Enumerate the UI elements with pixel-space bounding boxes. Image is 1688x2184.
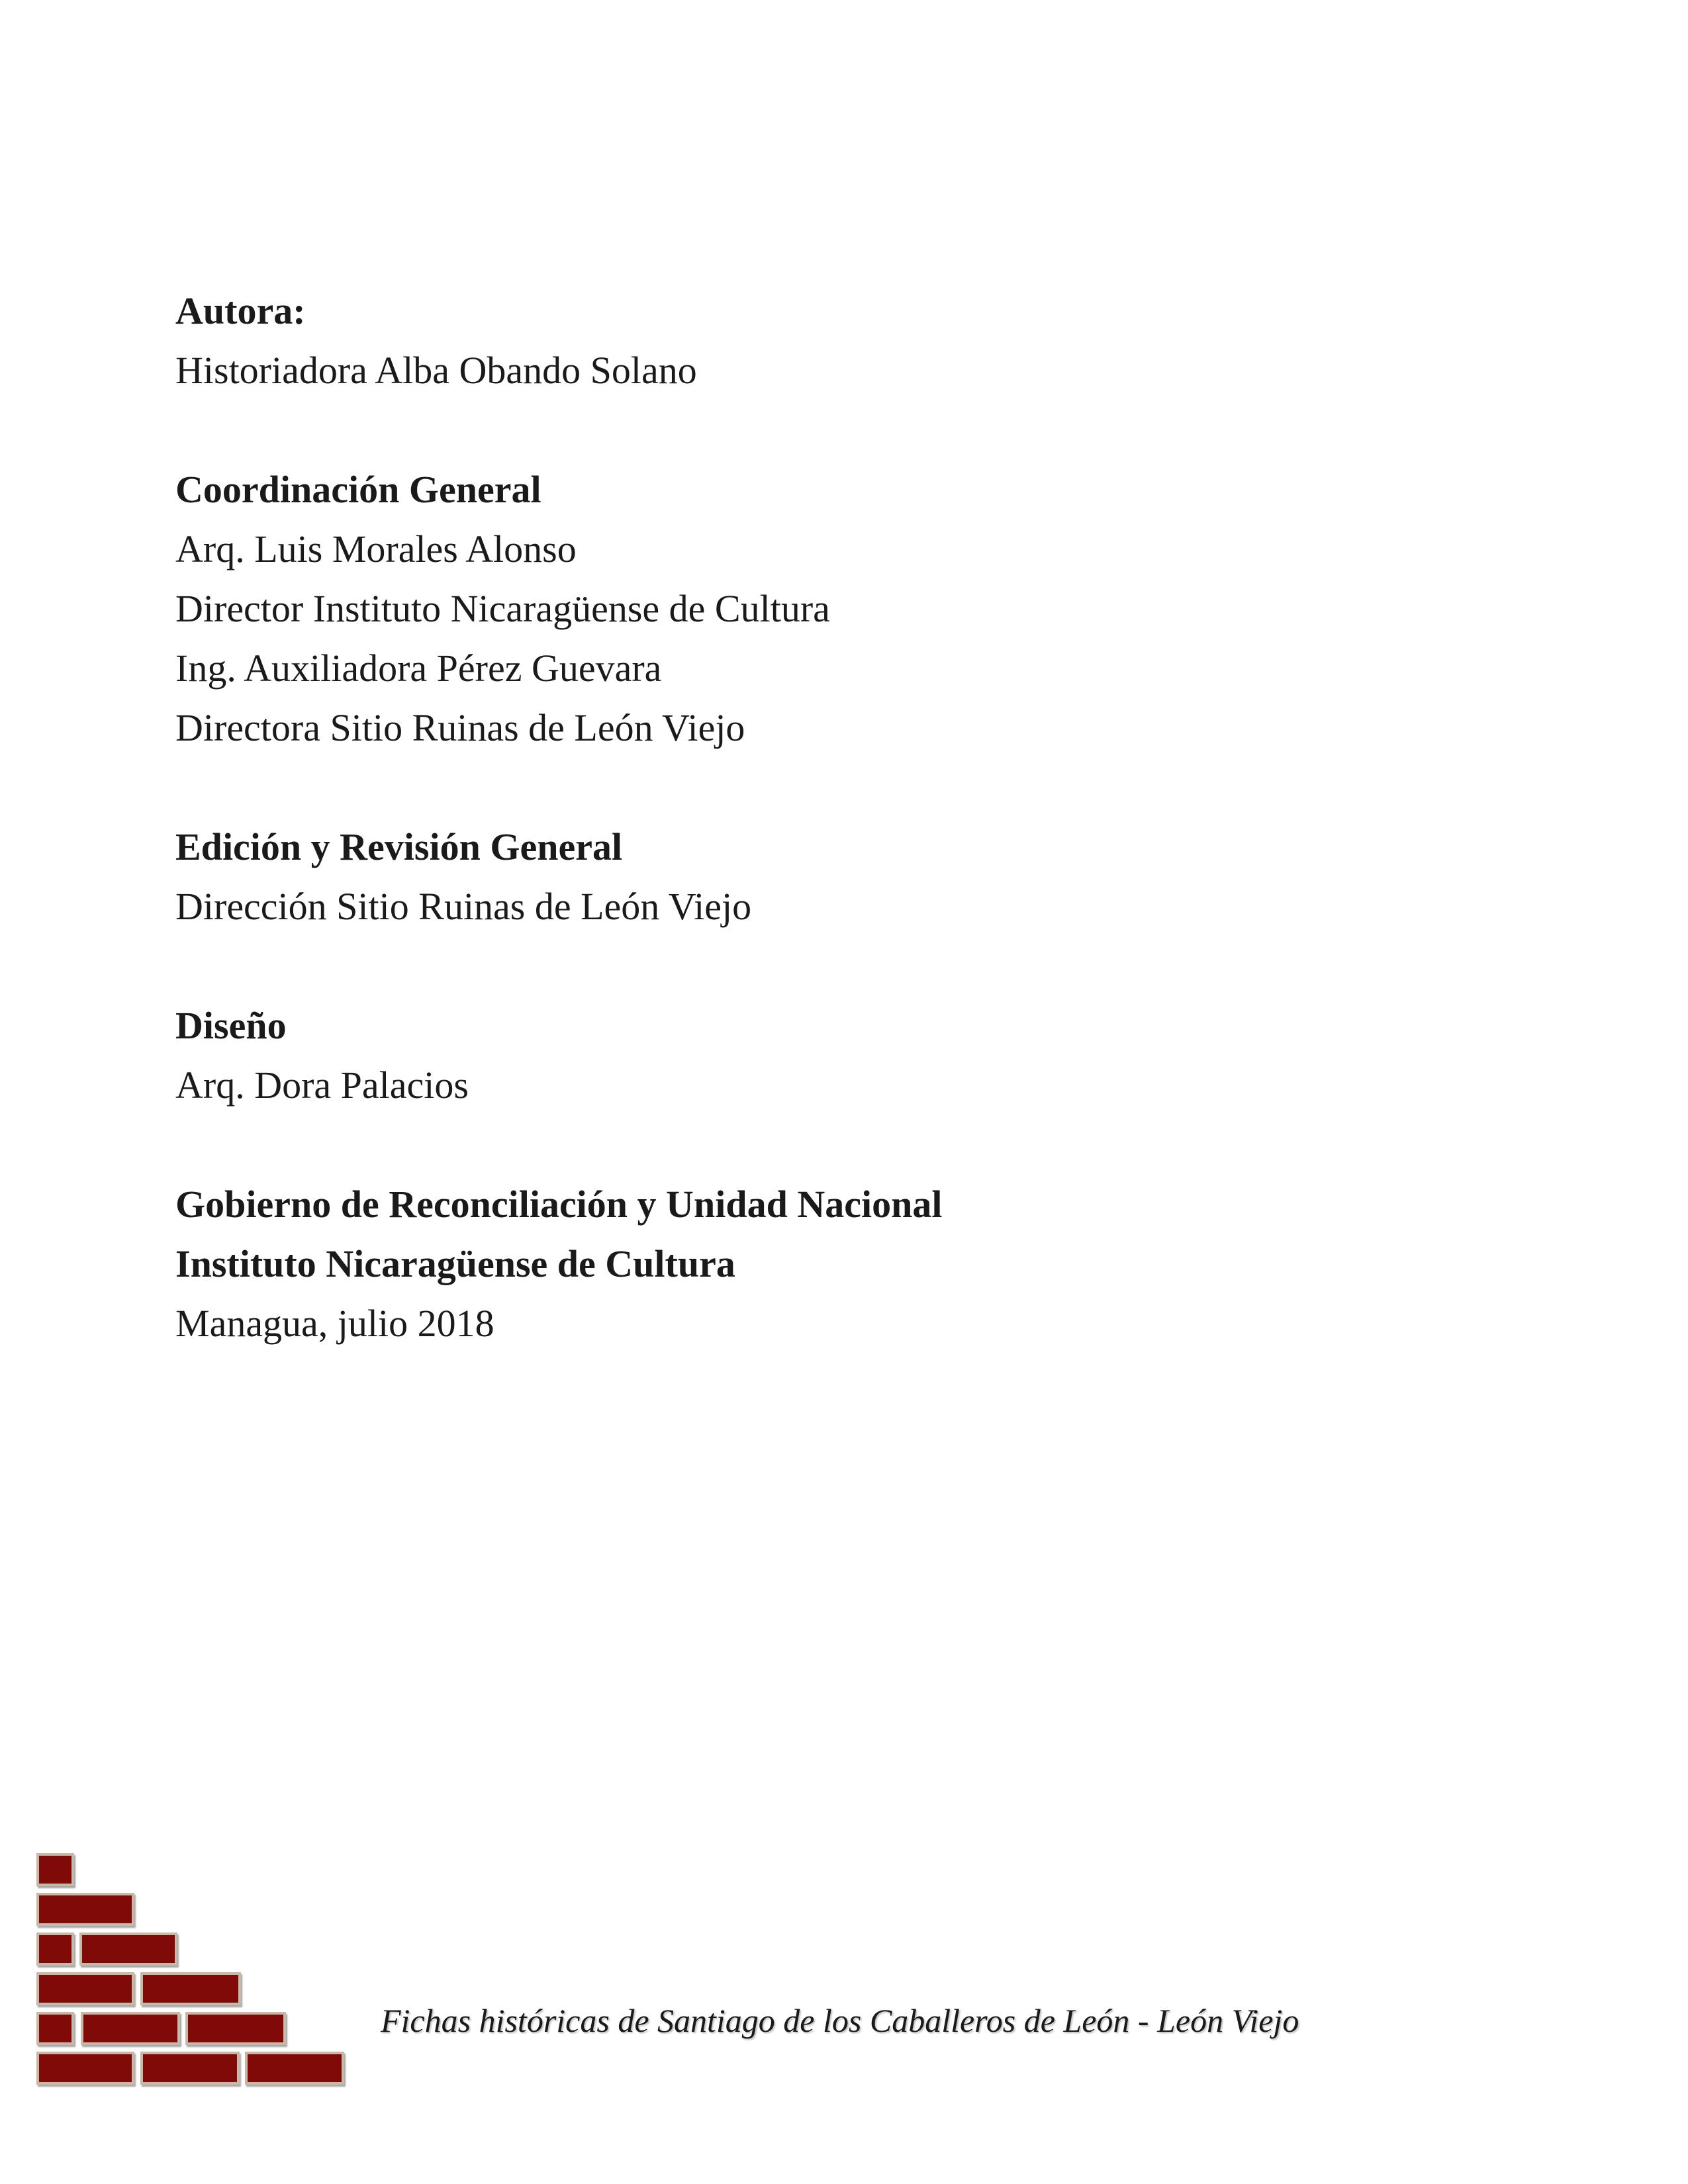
author-heading: Autora: <box>175 289 306 332</box>
brick <box>185 2012 286 2045</box>
brick <box>36 1933 74 1966</box>
brick <box>36 1972 134 2005</box>
brick <box>140 2052 240 2085</box>
brick <box>36 2052 134 2085</box>
brick <box>81 2012 180 2045</box>
coordinator-title-1: Director Instituto Nicaragüense de Cultura <box>175 587 830 630</box>
publication-place-date: Managua, julio 2018 <box>175 1302 494 1345</box>
government-name: Gobierno de Reconciliación y Unidad Nacional <box>175 1183 943 1226</box>
author-section <box>175 281 1433 400</box>
brick <box>245 2052 344 2085</box>
coordinator-name-2: Ing. Auxiliadora Pérez Guevara <box>175 647 662 690</box>
coordination-section <box>175 460 1433 758</box>
design-section <box>175 996 1433 1115</box>
brick <box>36 1853 74 1886</box>
design-heading: Diseño <box>175 1004 287 1047</box>
institute-name: Instituto Nicaragüense de Cultura <box>175 1242 735 1285</box>
designer-name: Arq. Dora Palacios <box>175 1064 469 1107</box>
brick <box>79 1933 177 1966</box>
editing-section <box>175 817 1433 936</box>
credits-block <box>175 281 1433 1413</box>
coordination-heading: Coordinación General <box>175 468 541 511</box>
author-name: Historiadora Alba Obando Solano <box>175 349 697 392</box>
editing-credit: Dirección Sitio Ruinas de León Viejo <box>175 885 752 928</box>
footer-series-title: Fichas históricas de Santiago de los Caballeros de León - León Viejo <box>381 2002 1299 2039</box>
publisher-section <box>175 1175 1433 1353</box>
coordinator-title-2: Directora Sitio Ruinas de León Viejo <box>175 706 745 749</box>
brick <box>36 2012 74 2045</box>
brick <box>140 1972 241 2005</box>
editing-heading: Edición y Revisión General <box>175 825 623 868</box>
coordinator-name-1: Arq. Luis Morales Alonso <box>175 527 577 570</box>
brick <box>36 1893 134 1926</box>
